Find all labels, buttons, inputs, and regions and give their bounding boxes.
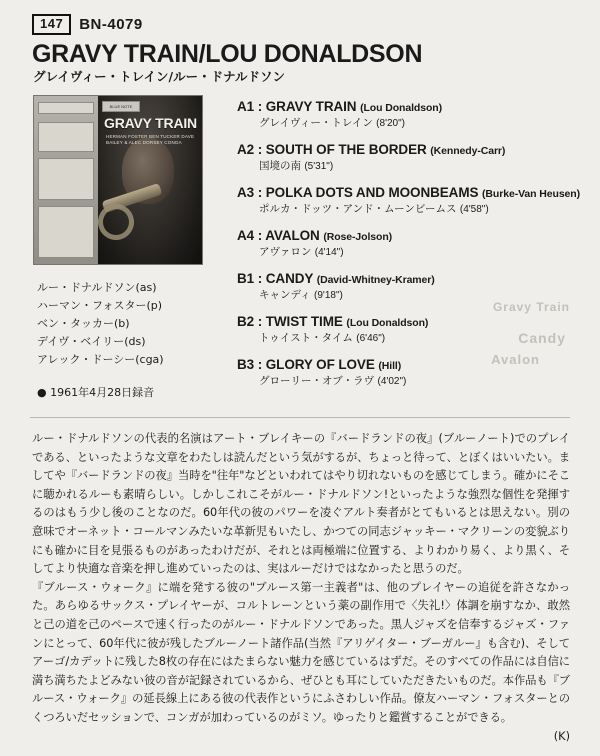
liner-notes-body xyxy=(0,418,600,728)
track-row xyxy=(237,228,600,260)
track-title-japanese xyxy=(237,374,600,389)
track-listing xyxy=(223,95,600,401)
author-signature: (K) xyxy=(553,729,570,743)
track-duration: (5'31") xyxy=(304,161,334,172)
track-heading xyxy=(237,99,600,116)
track-number: B3 : xyxy=(237,357,263,372)
saxophone-bell-icon xyxy=(93,199,138,244)
bleedthrough-text: Candy xyxy=(518,330,566,346)
cover-label-logo: BLUE NOTE xyxy=(102,101,140,112)
track-row xyxy=(237,185,600,217)
album-cover-image xyxy=(33,95,203,265)
liner-notes-paragraph: ルー・ドナルドソンの代表的名演はアート・ブレイキーの『バードランドの夜』(ブルーノート)でのプレイである、といったような文章をわたしは読んだという気がするが、ちょっと待って、とぼくはいいたい。ましてや『バードランドの夜』当時を"往年"などといわれてはやり切れないものを感じてしまう。確かにそこに聴かれるルーも素晴らしい。しかしこれこそがルー・ドナルドソン!といったような強烈な個性を発揮するのはもう少し後のことなのだ。60年代の彼のパワーを凌ぐアルト奏者がとてもいるとは思えない。別の意味でオーネット・コールマンみたいな革新児もいたし、かつての同志ジャッキー・マクリーンの変貌ぶりにも確かに目を見張るものがあったわけだが、それとは両極端に位置する、よりわかり易く、より黒く、そしてより快適な音楽を押し進めていったのは、実はルーだけではなかったと思うのだ。 xyxy=(32,432,570,576)
track-duration: (4'58") xyxy=(459,204,489,215)
track-heading xyxy=(237,357,600,374)
track-heading xyxy=(237,314,600,331)
track-heading xyxy=(237,271,600,288)
track-composer: (Kennedy-Carr) xyxy=(430,145,506,157)
recording-date: ● 1961年4月28日録音 xyxy=(37,386,155,399)
track-row xyxy=(237,357,600,389)
track-title-japanese-text: トゥイスト・タイム xyxy=(259,332,353,344)
cover-decor-strip xyxy=(38,122,94,152)
track-composer: (Hill) xyxy=(378,360,402,372)
track-number: A4 : xyxy=(237,228,263,243)
track-title-japanese-text: ポルカ・ドッツ・アンド・ムーンビームス xyxy=(259,203,457,215)
bleedthrough-text: Avalon xyxy=(491,352,540,367)
track-title-japanese xyxy=(237,245,600,260)
cover-left-panel xyxy=(34,96,98,265)
personnel-item: ハーマン・フォスター(p) xyxy=(37,299,163,312)
cover-decor-strip xyxy=(38,158,94,200)
track-number: A2 : xyxy=(237,142,263,157)
track-duration: (6'46") xyxy=(356,333,386,344)
track-title-japanese xyxy=(237,116,600,131)
catalog-header xyxy=(0,0,600,35)
track-title-japanese-text: グレイヴィー・トレイン xyxy=(259,117,373,129)
personnel-item: アレック・ドーシー(cga) xyxy=(37,353,164,366)
track-title-japanese-text: 国境の南 xyxy=(259,160,301,172)
track-title-japanese-text: アヴァロン xyxy=(259,246,312,258)
track-title: TWIST TIME xyxy=(265,314,343,329)
personnel-item: ルー・ドナルドソン(as) xyxy=(37,281,157,294)
track-title: AVALON xyxy=(265,228,320,243)
track-duration: (9'18") xyxy=(314,290,343,301)
track-title: SOUTH OF THE BORDER xyxy=(265,142,427,157)
bleedthrough-text: Gravy Train xyxy=(492,300,570,314)
track-title: CANDY xyxy=(265,271,314,286)
track-title: GRAVY TRAIN xyxy=(265,99,357,114)
track-composer: (Lou Donaldson) xyxy=(360,102,442,114)
cover-album-title: GRAVY TRAIN xyxy=(104,115,197,131)
track-title-japanese-text: グローリー・オブ・ラヴ xyxy=(259,375,375,387)
personnel-item: デイヴ・ベイリー(ds) xyxy=(37,335,146,348)
cover-decor-strip xyxy=(38,102,94,114)
track-composer: (David-Whitney-Kramer) xyxy=(316,274,435,286)
page-title: GRAVY TRAIN/LOU DONALDSON xyxy=(32,40,423,68)
track-heading xyxy=(237,228,600,245)
cover-credits: HERMAN FOSTER BEN TUCKER DAVE BAILEY & ALEC DORSEY CONGA xyxy=(106,134,195,145)
track-title-japanese xyxy=(237,202,600,217)
track-title: GLORY OF LOVE xyxy=(265,357,375,372)
catalog-number: BN-4079 xyxy=(79,16,143,33)
track-row xyxy=(237,142,600,174)
track-number: B1 : xyxy=(237,271,263,286)
track-heading xyxy=(237,185,600,202)
track-title: POLKA DOTS AND MOONBEAMS xyxy=(265,185,479,200)
track-row xyxy=(237,99,600,131)
track-title-japanese-text: キャンディ xyxy=(259,289,311,301)
track-composer: (Burke-Van Heusen) xyxy=(482,188,581,200)
page-title-japanese: グレイヴィー・トレイン/ルー・ドナルドソン xyxy=(33,69,285,84)
track-composer: (Rose-Jolson) xyxy=(323,231,393,243)
track-heading xyxy=(237,142,600,159)
personnel-item: ベン・タッカー(b) xyxy=(37,317,130,330)
track-composer: (Lou Donaldson) xyxy=(346,317,429,329)
left-column xyxy=(33,95,223,401)
catalog-index-box: 147 xyxy=(32,14,71,35)
personnel-list xyxy=(33,265,223,369)
track-duration: (4'02") xyxy=(377,376,407,387)
track-title-japanese xyxy=(237,159,600,174)
track-duration: (4'14") xyxy=(314,247,344,258)
track-duration: (8'20") xyxy=(376,118,405,129)
track-number: A3 : xyxy=(237,185,263,200)
cover-decor-strip xyxy=(38,206,94,258)
track-number: B2 : xyxy=(237,314,263,329)
liner-notes-paragraph: 『ブルース・ウォーク』に端を発する彼の"ブルース第一主義者"は、他のプレイヤーの追従を許さなかった。あらゆるサックス・プレイヤーが、コルトレーンという薬の副作用で〈失礼!〉体調を崩すなか、敢然と己の道を己のペースで速く行ったのがルー・ドナルドソンであった。黒人ジャズを信奉するジャズ・ファンにとって、60年代に彼が残したブルーノート諸作品(当然『アリゲイター・ブーガルー』も含む)、そしてアーゴ/カデットに残した8枚の存在にはたまらない魅力を感じているはずだ。そのすべての作品には自信に満ち満ちたよどみない彼の音が記録されているから、ぜひとも耳にしていただきたいものだ。本作品も『ブルース・ウォーク』の延長線上にある彼の代表作というにふさわしい作品。僚友ハーマン・フォスターとのくつろいだセッションで、コンガが加わっているのがミソ。ゆったりと鑑賞することができる。 xyxy=(32,580,570,724)
track-row xyxy=(237,271,600,303)
track-number: A1 : xyxy=(237,99,263,114)
